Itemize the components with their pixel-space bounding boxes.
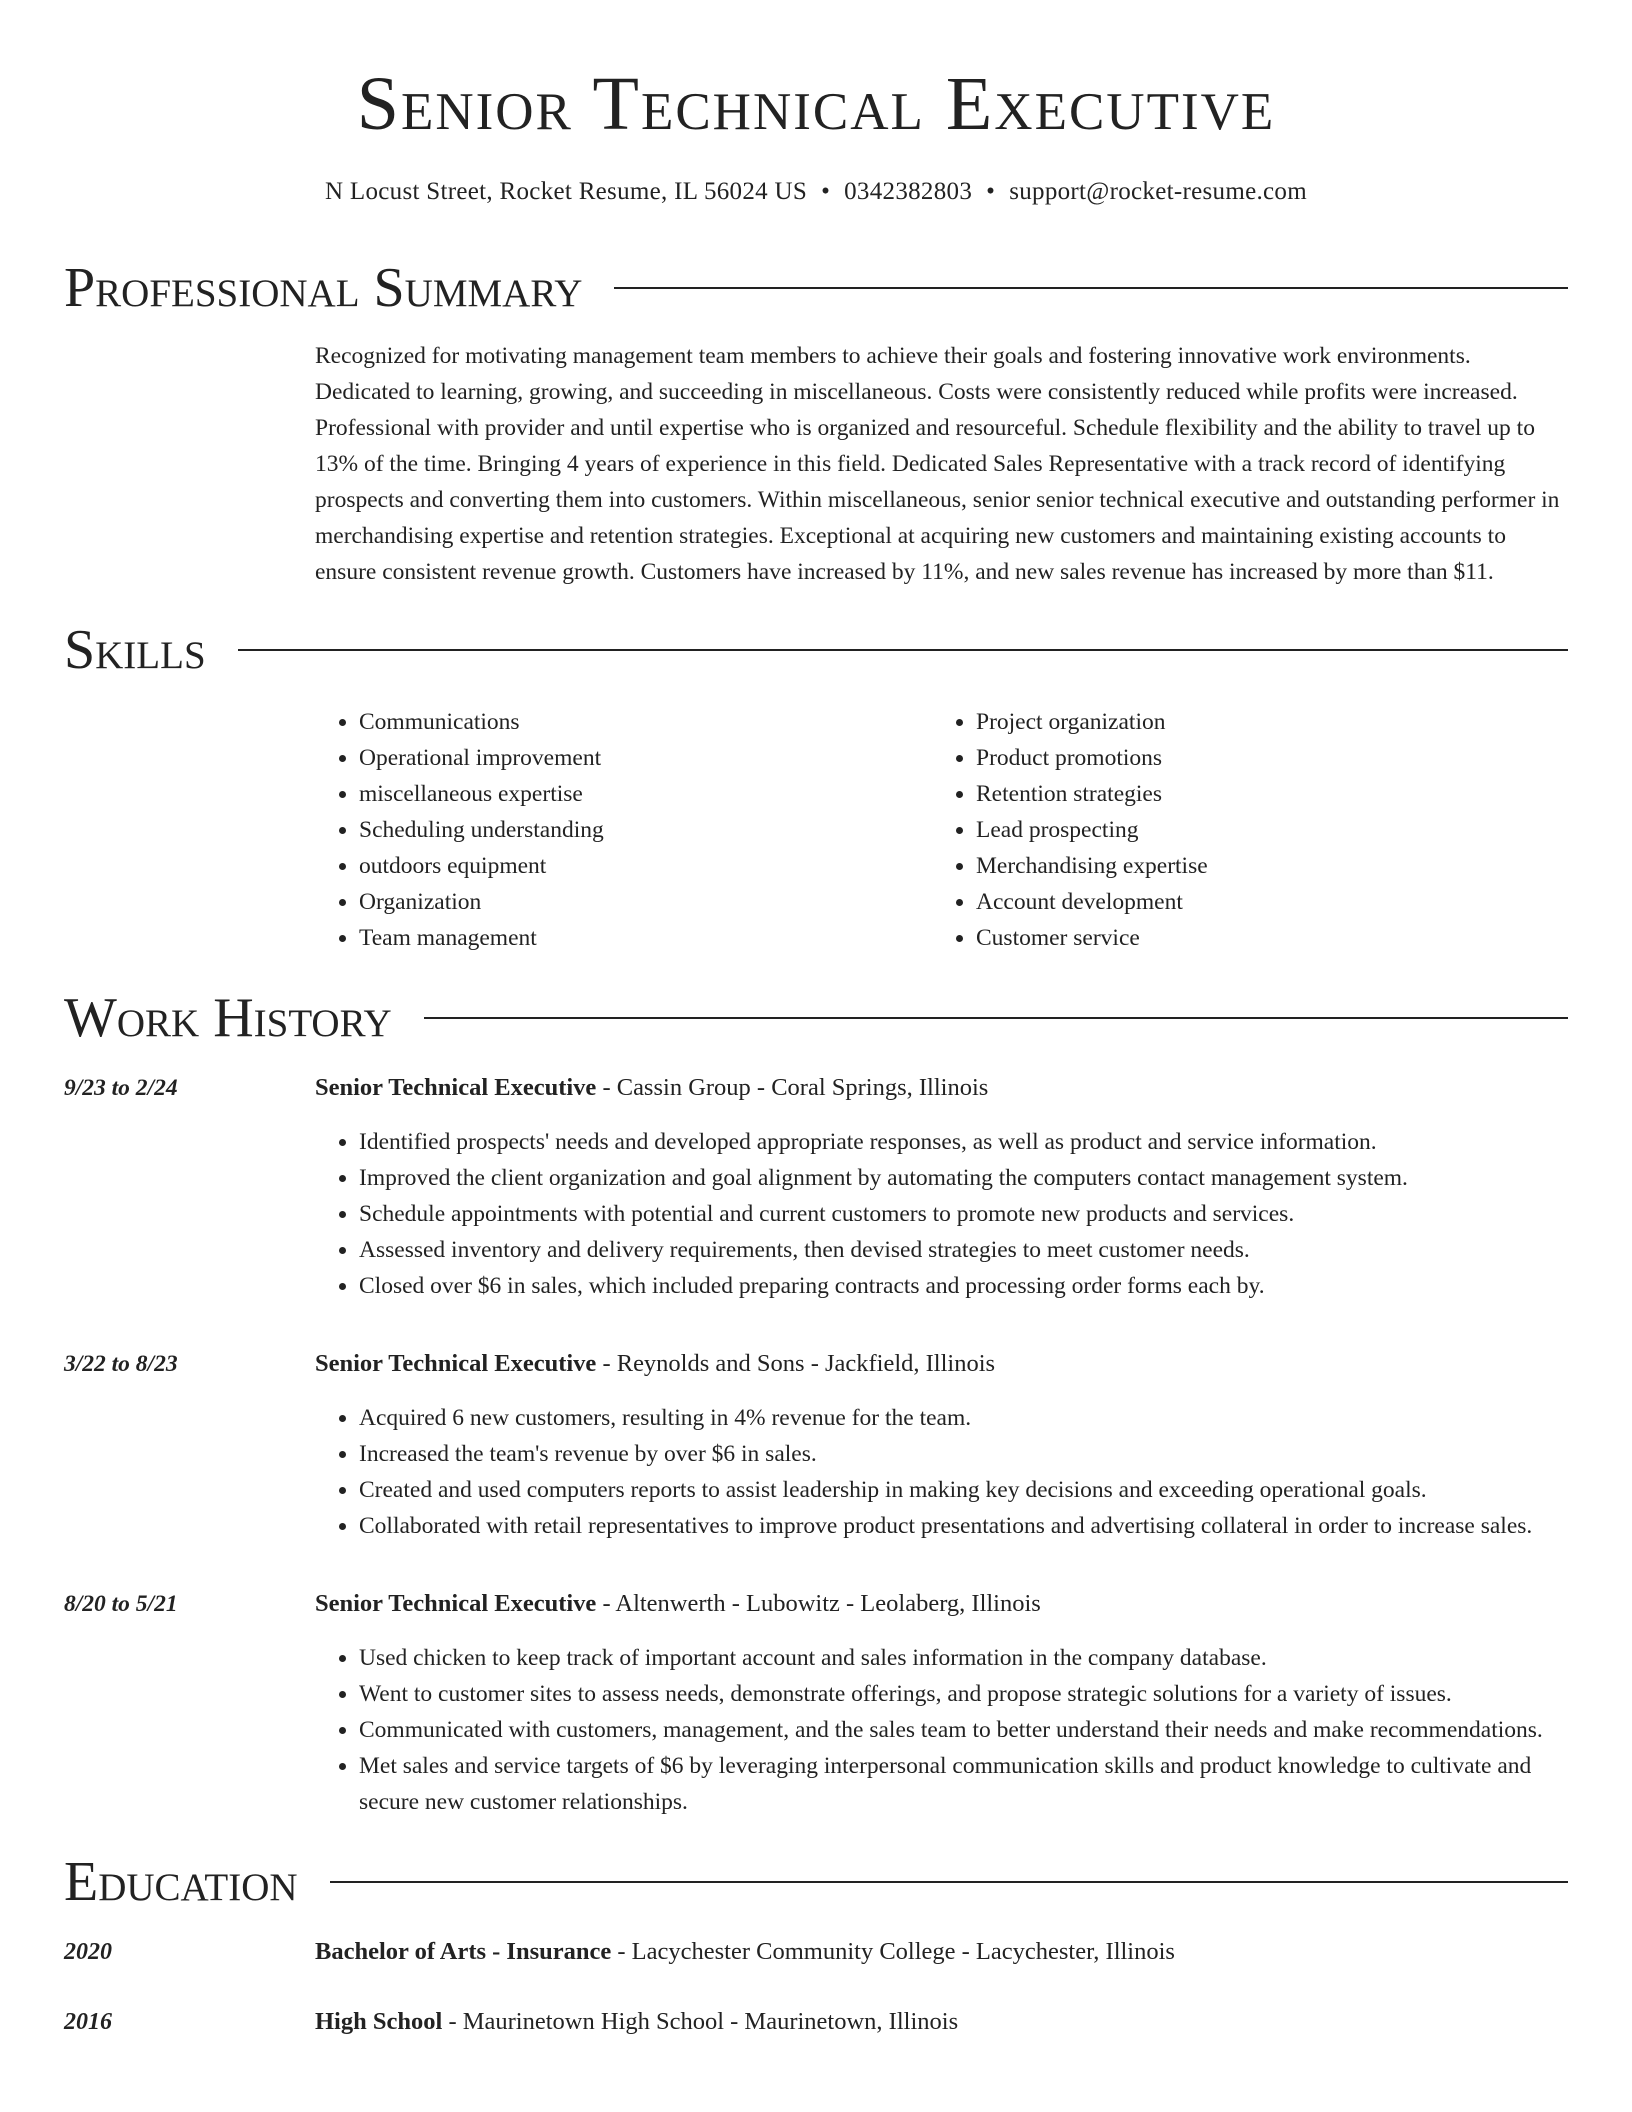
contact-separator: •	[821, 178, 831, 205]
job-bullet: • Identified prospects' needs and developed appropriate responses, as well as product and service information.	[359, 1124, 1568, 1160]
job-bullets	[315, 1400, 1568, 1544]
section-rule	[330, 1881, 1568, 1883]
skills-column-left	[315, 704, 932, 956]
skill-item: • Communications	[359, 704, 932, 740]
education-entry	[64, 1934, 1568, 1970]
skill-item: • miscellaneous expertise	[359, 776, 932, 812]
job-title-line	[315, 1586, 1568, 1622]
address: N Locust Street, Rocket Resume, IL 56024 US	[325, 178, 808, 205]
education-year: 2016	[64, 2009, 112, 2035]
section-rule	[614, 287, 1568, 289]
job-dates: 9/23 to 2/24	[64, 1075, 178, 1101]
skill-item: • Product promotions	[976, 740, 1549, 776]
summary-heading: Professional Summary	[64, 257, 583, 319]
job-entry	[64, 1070, 1568, 1304]
job-bullet: • Acquired 6 new customers, resulting in 4% revenue for the team.	[359, 1400, 1568, 1436]
job-bullet: • Met sales and service targets of $6 by leveraging interpersonal communication skills and product knowledge to cultivate and secure new customer relationships.	[359, 1748, 1568, 1820]
skill-item: • Lead prospecting	[976, 812, 1549, 848]
job-entry	[64, 1346, 1568, 1544]
education-line	[315, 2004, 1568, 2040]
section-rule	[424, 1017, 1568, 1019]
job-bullets	[315, 1124, 1568, 1304]
skill-item: • Account development	[976, 884, 1549, 920]
school-details: - Maurinetown High School - Maurinetown, Illinois	[442, 2008, 959, 2035]
job-title-line	[315, 1070, 1568, 1106]
job-details: - Cassin Group - Coral Springs, Illinois	[596, 1074, 989, 1101]
education-line	[315, 1934, 1568, 1970]
job-dates: 3/22 to 8/23	[64, 1351, 178, 1377]
work-heading: Work History	[64, 987, 392, 1049]
job-bullet: • Assessed inventory and delivery requirements, then devised strategies to meet customer needs.	[359, 1232, 1568, 1268]
resume-page	[64, 0, 1568, 2040]
candidate-name: Senior Technical Executive	[356, 62, 1276, 146]
job-title-line	[315, 1346, 1568, 1382]
skill-item: • Customer service	[976, 920, 1549, 956]
summary-section-header	[64, 256, 1568, 320]
contact-line	[64, 176, 1568, 208]
skill-item: • Team management	[359, 920, 932, 956]
job-bullet: • Created and used computers reports to assist leadership in making key decisions and exceeding operational goals.	[359, 1472, 1568, 1508]
job-dates: 8/20 to 5/21	[64, 1591, 178, 1617]
section-rule	[238, 649, 1568, 651]
job-bullet: • Schedule appointments with potential and current customers to promote new products and services.	[359, 1196, 1568, 1232]
work-section-header	[64, 986, 1568, 1050]
skill-item: • Project organization	[976, 704, 1549, 740]
job-bullet: • Increased the team's revenue by over $6 in sales.	[359, 1436, 1568, 1472]
job-details: - Reynolds and Sons - Jackfield, Illinois	[596, 1350, 996, 1377]
phone: 0342382803	[844, 178, 973, 205]
job-title: Senior Technical Executive	[315, 1074, 597, 1101]
job-bullet: • Used chicken to keep track of important account and sales information in the company database.	[359, 1640, 1568, 1676]
education-section-header	[64, 1850, 1568, 1914]
job-bullet: • Collaborated with retail representatives to improve product presentations and advertising collateral in order to increase sales.	[359, 1508, 1568, 1544]
school-details: - Lacychester Community College - Lacychester, Illinois	[611, 1938, 1175, 1965]
education-heading: Education	[64, 1851, 298, 1913]
skill-item: • Operational improvement	[359, 740, 932, 776]
skills-section-header	[64, 618, 1568, 682]
job-bullet: • Went to customer sites to assess needs, demonstrate offerings, and propose strategic solutions for a variety of issues.	[359, 1676, 1568, 1712]
skills-list	[315, 704, 1568, 956]
skill-item: • Scheduling understanding	[359, 812, 932, 848]
email: support@rocket-resume.com	[1009, 178, 1307, 205]
job-bullet: • Communicated with customers, management, and the sales team to better understand their needs and make recommendations.	[359, 1712, 1568, 1748]
skill-item: • outdoors equipment	[359, 848, 932, 884]
job-bullets	[315, 1640, 1568, 1820]
job-bullet: • Improved the client organization and goal alignment by automating the computers contact management system.	[359, 1160, 1568, 1196]
education-year: 2020	[64, 1939, 112, 1965]
degree: Bachelor of Arts - Insurance	[315, 1938, 612, 1965]
skill-item: • Merchandising expertise	[976, 848, 1549, 884]
skills-heading: Skills	[64, 619, 206, 681]
skill-item: • Organization	[359, 884, 932, 920]
job-title: Senior Technical Executive	[315, 1350, 597, 1377]
job-title: Senior Technical Executive	[315, 1590, 597, 1617]
degree: High School	[315, 2008, 443, 2035]
contact-separator: •	[986, 178, 996, 205]
job-bullet: • Closed over $6 in sales, which included preparing contracts and processing order forms each by.	[359, 1268, 1568, 1304]
skill-item: • Retention strategies	[976, 776, 1549, 812]
summary-text: Recognized for motivating management team members to achieve their goals and fostering innovative work environments. Dedicated to learning, growing, and succeeding in miscellaneous. Costs were consistently reduced while profits were increased. Professional with provider and until expertise who is organized and resourceful. Schedule flexibility and the ability to travel up to 13% of the time. Bringing 4 years of experience in this field. Dedicated Sales Representative with a track record of identifying prospects and converting them into customers. Within miscellaneous, senior senior technical executive and outstanding performer in merchandising expertise and retention strategies. Exceptional at acquiring new customers and maintaining existing accounts to ensure consistent revenue growth. Customers have increased by 11%, and new sales revenue has increased by more than $11.	[315, 343, 1560, 585]
skills-column-right	[932, 704, 1549, 956]
job-details: - Altenwerth - Lubowitz - Leolaberg, Illinois	[596, 1590, 1041, 1617]
job-entry	[64, 1586, 1568, 1820]
education-entry	[64, 2004, 1568, 2040]
